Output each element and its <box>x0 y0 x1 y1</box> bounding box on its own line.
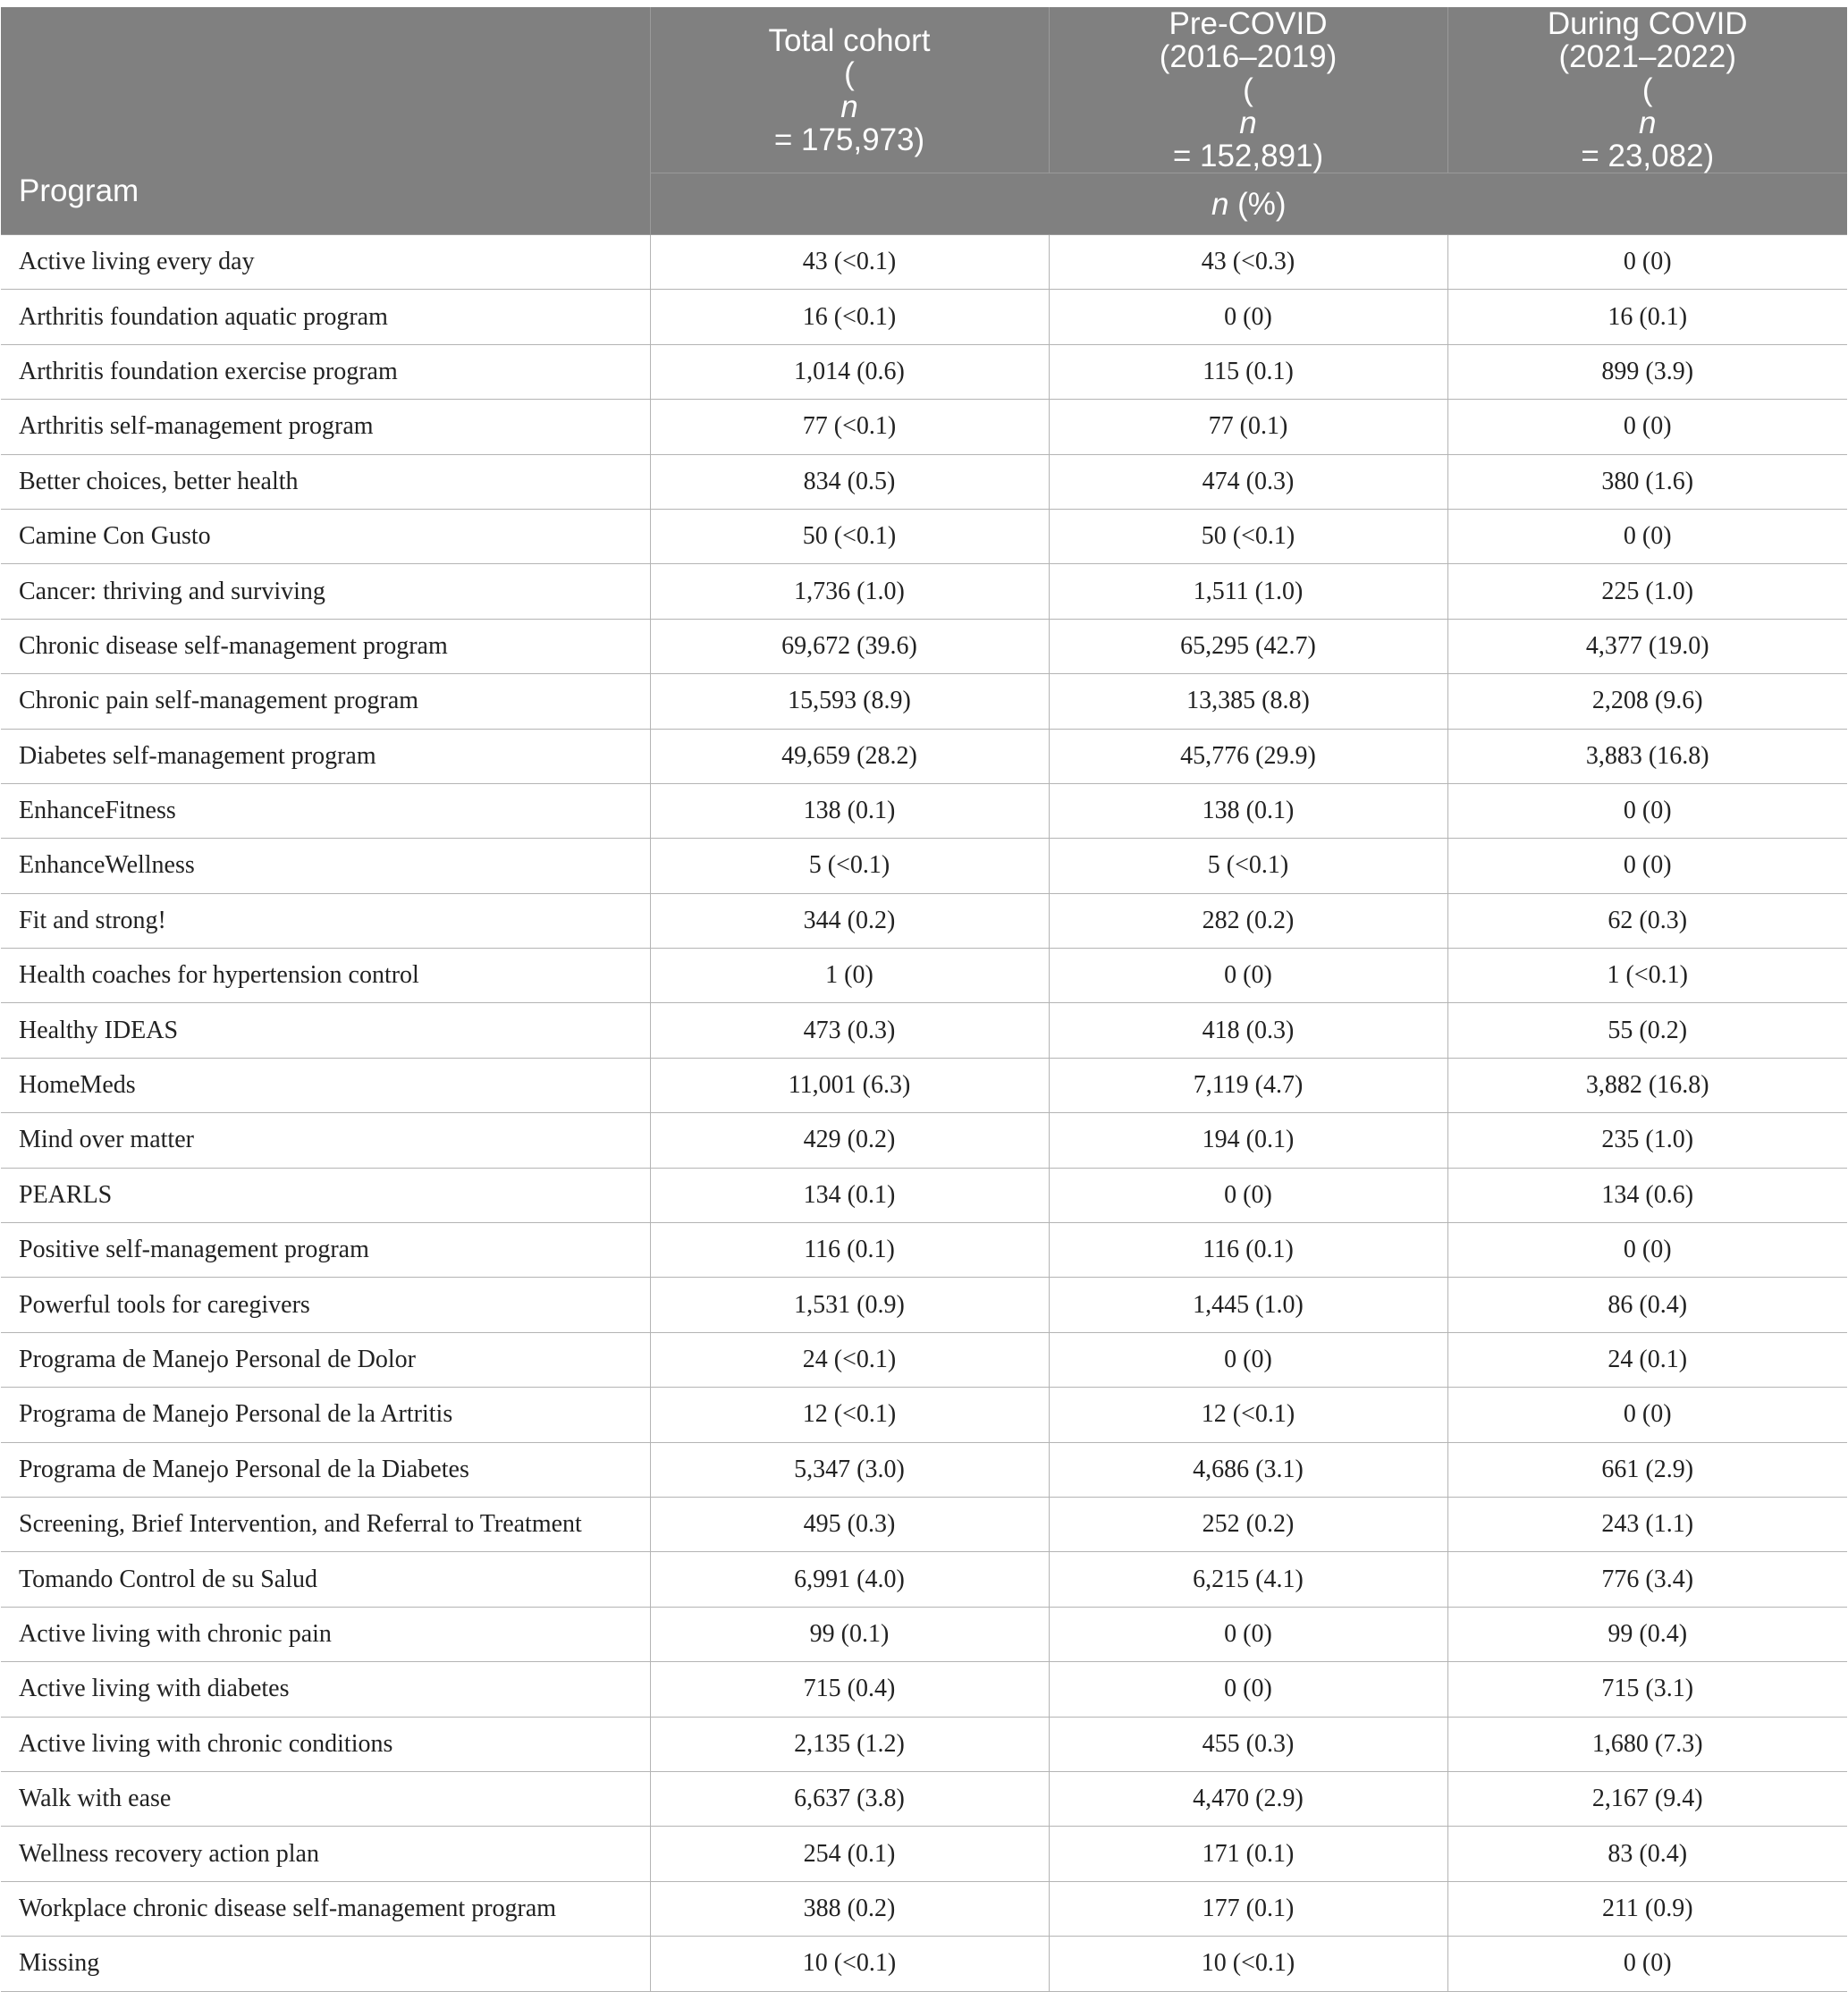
program-participation-table <box>1 7 1847 1992</box>
table-row <box>1 729 1847 783</box>
table-row <box>1 400 1847 454</box>
table-row <box>1 1827 1847 1881</box>
pre-covid-cell: 0 (0) <box>1049 1332 1447 1387</box>
table-body <box>1 235 1847 1992</box>
header-pre-covid <box>1049 7 1447 173</box>
during-covid-cell: 62 (0.3) <box>1447 893 1847 948</box>
program-name-cell: PEARLS <box>1 1168 650 1222</box>
pre-covid-cell: 65,295 (42.7) <box>1049 619 1447 673</box>
table-row <box>1 1717 1847 1771</box>
table-row <box>1 235 1847 290</box>
header-during-years: (2021–2022) <box>1558 39 1736 74</box>
pre-covid-cell: 282 (0.2) <box>1049 893 1447 948</box>
during-covid-cell: 380 (1.6) <box>1447 454 1847 509</box>
table-row <box>1 1058 1847 1112</box>
total-cohort-cell: 1,014 (0.6) <box>650 344 1049 399</box>
table-row <box>1 1607 1847 1661</box>
total-cohort-cell: 116 (0.1) <box>650 1223 1049 1278</box>
total-cohort-cell: 2,135 (1.2) <box>650 1717 1049 1771</box>
total-cohort-cell: 77 (<0.1) <box>650 400 1049 454</box>
during-covid-cell: 1 (<0.1) <box>1447 949 1847 1003</box>
table-row <box>1 1113 1847 1168</box>
pre-covid-cell: 0 (0) <box>1049 290 1447 344</box>
total-cohort-cell: 49,659 (28.2) <box>650 729 1049 783</box>
pre-covid-cell: 177 (0.1) <box>1049 1881 1447 1936</box>
pre-covid-cell: 0 (0) <box>1049 1662 1447 1717</box>
table-row <box>1 1223 1847 1278</box>
program-name-cell: Arthritis foundation aquatic program <box>1 290 650 344</box>
during-covid-cell: 1,680 (7.3) <box>1447 1717 1847 1771</box>
program-name-cell: Arthritis self-management program <box>1 400 650 454</box>
pre-covid-cell: 1,511 (1.0) <box>1049 564 1447 619</box>
total-cohort-cell: 69,672 (39.6) <box>650 619 1049 673</box>
program-name-cell: Powerful tools for caregivers <box>1 1278 650 1332</box>
during-covid-cell: 99 (0.4) <box>1447 1607 1847 1661</box>
table-row <box>1 290 1847 344</box>
pre-covid-cell: 43 (<0.3) <box>1049 235 1447 290</box>
during-covid-cell: 0 (0) <box>1447 509 1847 563</box>
total-cohort-cell: 1,531 (0.9) <box>650 1278 1049 1332</box>
table-row <box>1 454 1847 509</box>
total-cohort-cell: 12 (<0.1) <box>650 1388 1049 1442</box>
during-covid-cell: 0 (0) <box>1447 783 1847 838</box>
pre-covid-cell: 4,686 (3.1) <box>1049 1442 1447 1497</box>
total-cohort-cell: 43 (<0.1) <box>650 235 1049 290</box>
program-name-cell: EnhanceFitness <box>1 783 650 838</box>
pre-covid-cell: 1,445 (1.0) <box>1049 1278 1447 1332</box>
during-covid-cell: 715 (3.1) <box>1447 1662 1847 1717</box>
during-covid-cell: 243 (1.1) <box>1447 1497 1847 1551</box>
pre-covid-cell: 418 (0.3) <box>1049 1003 1447 1058</box>
total-cohort-cell: 429 (0.2) <box>650 1113 1049 1168</box>
pre-covid-cell: 138 (0.1) <box>1049 783 1447 838</box>
table-row <box>1 949 1847 1003</box>
table-row <box>1 1881 1847 1936</box>
table-row <box>1 674 1847 729</box>
pre-covid-cell: 50 (<0.1) <box>1049 509 1447 563</box>
header-total-cohort <box>650 7 1049 173</box>
table-row <box>1 1497 1847 1551</box>
table-row <box>1 564 1847 619</box>
pre-covid-cell: 6,215 (4.1) <box>1049 1552 1447 1607</box>
table-row <box>1 1442 1847 1497</box>
program-name-cell: Positive self-management program <box>1 1223 650 1278</box>
during-covid-cell: 0 (0) <box>1447 400 1847 454</box>
pre-covid-cell: 115 (0.1) <box>1049 344 1447 399</box>
pre-covid-cell: 77 (0.1) <box>1049 400 1447 454</box>
total-cohort-cell: 1 (0) <box>650 949 1049 1003</box>
during-covid-cell: 3,883 (16.8) <box>1447 729 1847 783</box>
table-row <box>1 1771 1847 1826</box>
total-cohort-cell: 50 (<0.1) <box>650 509 1049 563</box>
during-covid-cell: 86 (0.4) <box>1447 1278 1847 1332</box>
total-cohort-cell: 344 (0.2) <box>650 893 1049 948</box>
table-row <box>1 1662 1847 1717</box>
total-cohort-cell: 473 (0.3) <box>650 1003 1049 1058</box>
program-name-cell: Diabetes self-management program <box>1 729 650 783</box>
total-cohort-cell: 495 (0.3) <box>650 1497 1049 1551</box>
program-name-cell: Screening, Brief Intervention, and Referral to Treatment <box>1 1497 650 1551</box>
during-covid-cell: 0 (0) <box>1447 1223 1847 1278</box>
during-covid-cell: 2,208 (9.6) <box>1447 674 1847 729</box>
program-name-cell: Chronic disease self-management program <box>1 619 650 673</box>
program-name-cell: Better choices, better health <box>1 454 650 509</box>
table-row <box>1 1552 1847 1607</box>
program-name-cell: Walk with ease <box>1 1771 650 1826</box>
total-cohort-cell: 834 (0.5) <box>650 454 1049 509</box>
pre-covid-cell: 12 (<0.1) <box>1049 1388 1447 1442</box>
program-name-cell: Camine Con Gusto <box>1 509 650 563</box>
total-cohort-cell: 15,593 (8.9) <box>650 674 1049 729</box>
header-total-label: Total cohort <box>768 22 931 58</box>
total-cohort-cell: 99 (0.1) <box>650 1607 1049 1661</box>
pre-covid-cell: 474 (0.3) <box>1049 454 1447 509</box>
during-covid-cell: 776 (3.4) <box>1447 1552 1847 1607</box>
header-program: Program <box>1 7 650 235</box>
pre-covid-cell: 0 (0) <box>1049 949 1447 1003</box>
pre-covid-cell: 5 (<0.1) <box>1049 839 1447 893</box>
program-name-cell: Programa de Manejo Personal de la Diabetes <box>1 1442 650 1497</box>
program-name-cell: Missing <box>1 1937 650 1991</box>
table-row <box>1 619 1847 673</box>
total-cohort-cell: 715 (0.4) <box>650 1662 1049 1717</box>
total-cohort-cell: 138 (0.1) <box>650 783 1049 838</box>
program-name-cell: Mind over matter <box>1 1113 650 1168</box>
during-covid-cell: 211 (0.9) <box>1447 1881 1847 1936</box>
total-cohort-cell: 11,001 (6.3) <box>650 1058 1049 1112</box>
during-covid-cell: 3,882 (16.8) <box>1447 1058 1847 1112</box>
during-covid-cell: 0 (0) <box>1447 1937 1847 1991</box>
total-cohort-cell: 6,991 (4.0) <box>650 1552 1049 1607</box>
program-name-cell: Arthritis foundation exercise program <box>1 344 650 399</box>
program-name-cell: Chronic pain self-management program <box>1 674 650 729</box>
program-name-cell: HomeMeds <box>1 1058 650 1112</box>
pre-covid-cell: 13,385 (8.8) <box>1049 674 1447 729</box>
program-name-cell: Active living with chronic conditions <box>1 1717 650 1771</box>
during-covid-cell: 899 (3.9) <box>1447 344 1847 399</box>
program-name-cell: Healthy IDEAS <box>1 1003 650 1058</box>
total-cohort-cell: 16 (<0.1) <box>650 290 1049 344</box>
program-name-cell: Programa de Manejo Personal de Dolor <box>1 1332 650 1387</box>
program-name-cell: Active living every day <box>1 235 650 290</box>
total-cohort-cell: 24 (<0.1) <box>650 1332 1049 1387</box>
program-name-cell: Health coaches for hypertension control <box>1 949 650 1003</box>
program-table-container <box>0 7 1848 1992</box>
header-unit: n (%) <box>650 173 1847 235</box>
program-name-cell: Tomando Control de su Salud <box>1 1552 650 1607</box>
pre-covid-cell: 171 (0.1) <box>1049 1827 1447 1881</box>
pre-covid-cell: 116 (0.1) <box>1049 1223 1447 1278</box>
table-row <box>1 344 1847 399</box>
table-row <box>1 1332 1847 1387</box>
program-name-cell: Programa de Manejo Personal de la Artritis <box>1 1388 650 1442</box>
pre-covid-cell: 7,119 (4.7) <box>1049 1058 1447 1112</box>
header-during-n: ( n = 23,082) <box>1581 72 1715 173</box>
total-cohort-cell: 10 (<0.1) <box>650 1937 1049 1991</box>
during-covid-cell: 0 (0) <box>1447 235 1847 290</box>
table-row <box>1 1937 1847 1991</box>
total-cohort-cell: 6,637 (3.8) <box>650 1771 1049 1826</box>
during-covid-cell: 0 (0) <box>1447 839 1847 893</box>
header-during-label: During COVID <box>1547 6 1748 41</box>
program-name-cell: Fit and strong! <box>1 893 650 948</box>
program-name-cell: Cancer: thriving and surviving <box>1 564 650 619</box>
program-name-cell: Workplace chronic disease self-management program <box>1 1881 650 1936</box>
total-cohort-cell: 254 (0.1) <box>650 1827 1049 1881</box>
pre-covid-cell: 194 (0.1) <box>1049 1113 1447 1168</box>
during-covid-cell: 24 (0.1) <box>1447 1332 1847 1387</box>
program-name-cell: Active living with diabetes <box>1 1662 650 1717</box>
during-covid-cell: 661 (2.9) <box>1447 1442 1847 1497</box>
pre-covid-cell: 0 (0) <box>1049 1168 1447 1222</box>
table-row <box>1 1003 1847 1058</box>
pre-covid-cell: 10 (<0.1) <box>1049 1937 1447 1991</box>
header-pre-years: (2016–2019) <box>1159 39 1337 74</box>
table-row <box>1 1168 1847 1222</box>
total-cohort-cell: 5,347 (3.0) <box>650 1442 1049 1497</box>
during-covid-cell: 2,167 (9.4) <box>1447 1771 1847 1826</box>
during-covid-cell: 0 (0) <box>1447 1388 1847 1442</box>
total-cohort-cell: 388 (0.2) <box>650 1881 1049 1936</box>
total-cohort-cell: 1,736 (1.0) <box>650 564 1049 619</box>
during-covid-cell: 225 (1.0) <box>1447 564 1847 619</box>
program-name-cell: Active living with chronic pain <box>1 1607 650 1661</box>
table-row <box>1 783 1847 838</box>
during-covid-cell: 16 (0.1) <box>1447 290 1847 344</box>
table-row <box>1 1278 1847 1332</box>
during-covid-cell: 235 (1.0) <box>1447 1113 1847 1168</box>
pre-covid-cell: 455 (0.3) <box>1049 1717 1447 1771</box>
total-cohort-cell: 134 (0.1) <box>650 1168 1049 1222</box>
table-row <box>1 839 1847 893</box>
table-header <box>1 7 1847 235</box>
program-name-cell: EnhanceWellness <box>1 839 650 893</box>
pre-covid-cell: 4,470 (2.9) <box>1049 1771 1447 1826</box>
header-during-covid <box>1447 7 1847 173</box>
header-pre-n: ( n = 152,891) <box>1172 72 1324 173</box>
header-total-n: ( n = 175,973) <box>773 55 925 157</box>
table-row <box>1 1388 1847 1442</box>
pre-covid-cell: 252 (0.2) <box>1049 1497 1447 1551</box>
during-covid-cell: 4,377 (19.0) <box>1447 619 1847 673</box>
table-row <box>1 509 1847 563</box>
pre-covid-cell: 0 (0) <box>1049 1607 1447 1661</box>
during-covid-cell: 83 (0.4) <box>1447 1827 1847 1881</box>
table-row <box>1 893 1847 948</box>
during-covid-cell: 55 (0.2) <box>1447 1003 1847 1058</box>
program-name-cell: Wellness recovery action plan <box>1 1827 650 1881</box>
pre-covid-cell: 45,776 (29.9) <box>1049 729 1447 783</box>
header-pre-label: Pre-COVID <box>1169 6 1328 41</box>
total-cohort-cell: 5 (<0.1) <box>650 839 1049 893</box>
during-covid-cell: 134 (0.6) <box>1447 1168 1847 1222</box>
